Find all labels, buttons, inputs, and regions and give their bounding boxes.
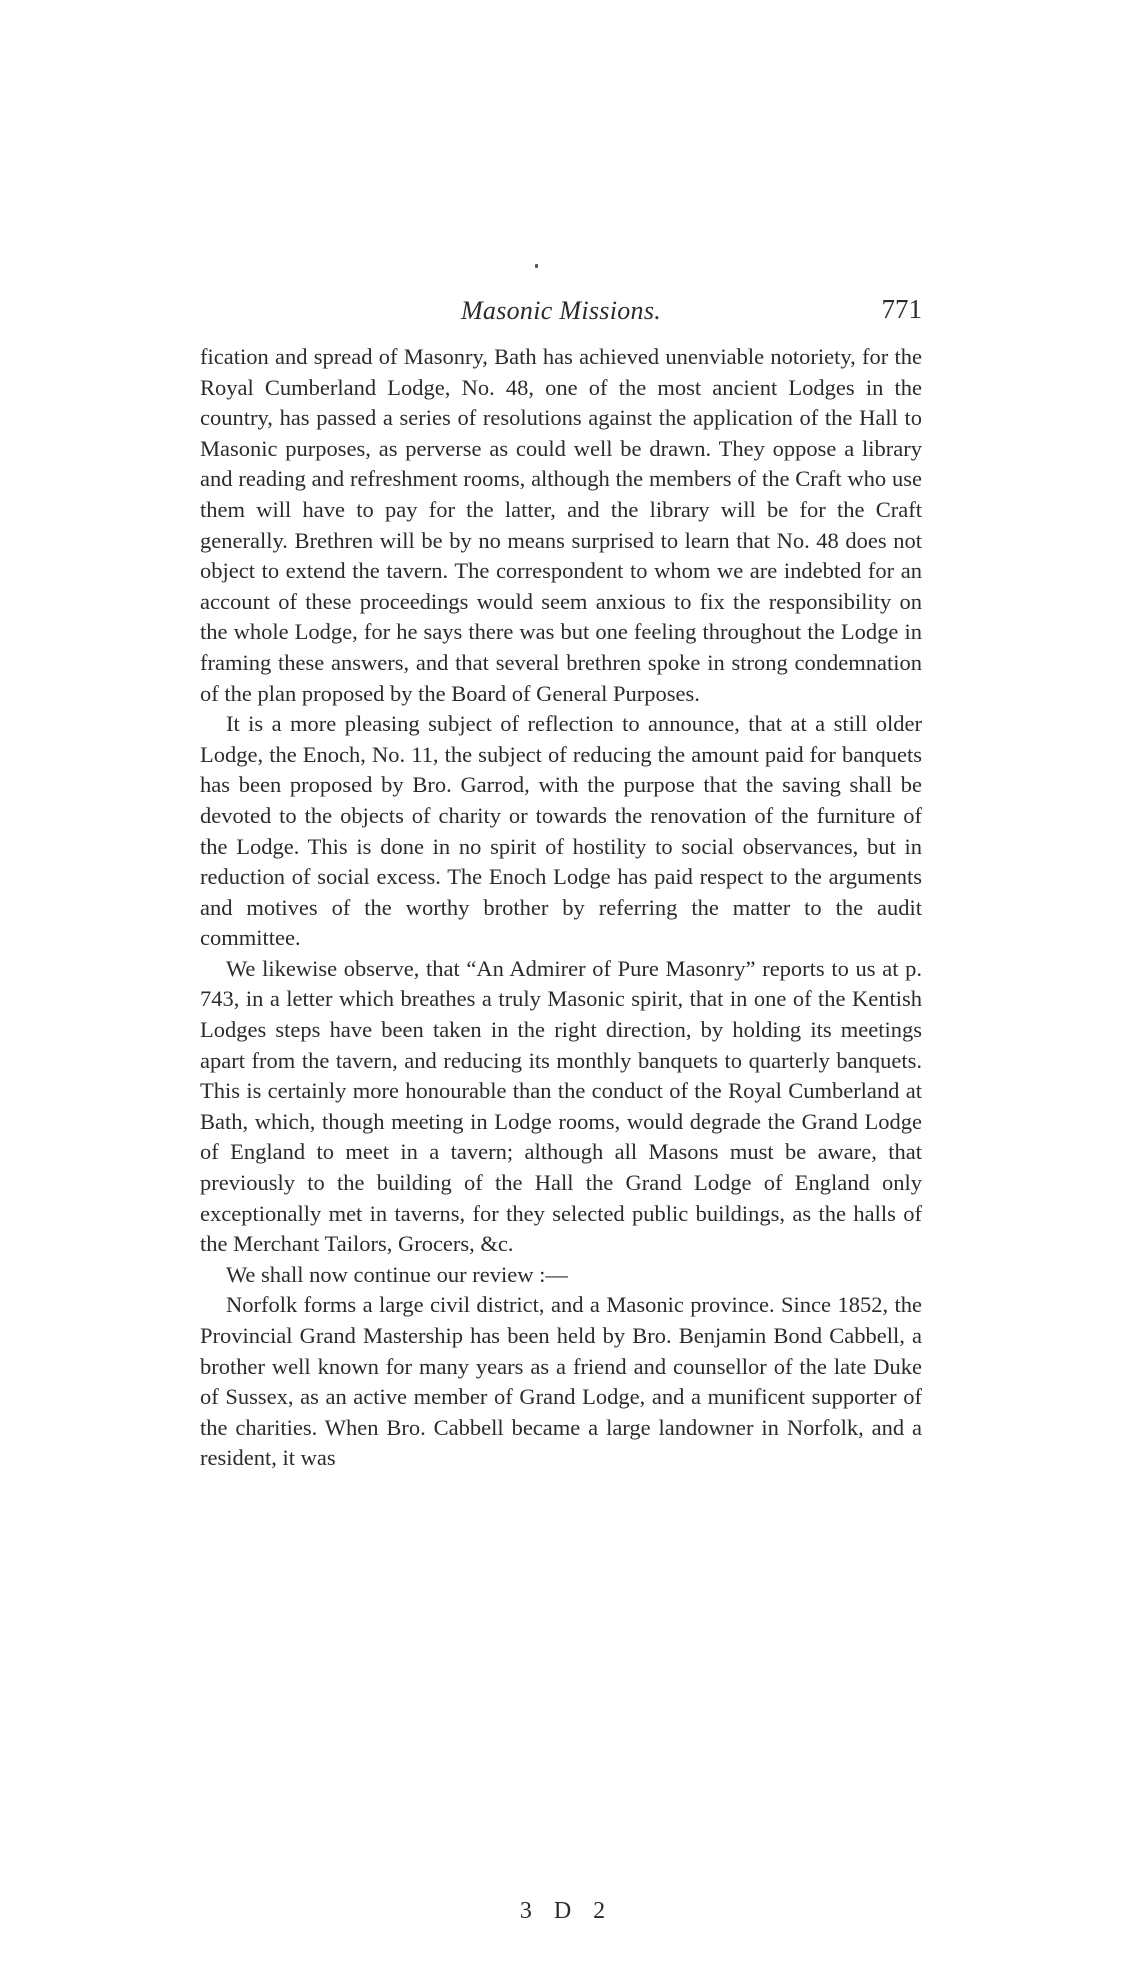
paragraph-continuation: fication and spread of Masonry, Bath has achieved unenviable notoriety, for the Royal Cumberland Lodge, No. 48, one of the most ancient Lodges in the country, has passed a series of resolutions against the application of the Hall to Masonic purposes, as perverse as could well be drawn. They oppose a library and reading and refreshment rooms, although the members of the Craft who use them will have to pay for the latter, and the library will be for the Craft generally. Brethren will be by no means surprised to learn that No. 48 does not object to extend the tavern. The correspondent to whom we are indebted for an account of these proceedings would seem anxious to fix the responsibility on the whole Lodge, for he says there was but one feeling throughout the Lodge in framing these answers, and that several brethren spoke in strong condemnation of the plan proposed by the Board of General Purposes. xyxy=(200,344,922,706)
running-title: Masonic Missions. xyxy=(460,296,662,325)
paragraph-kentish-lodges: We likewise observe, that “An Admirer of Pure Masonry” reports to us at p. 743, in a letter which breathes a truly Masonic spirit, that in one of the Kentish Lodges steps have been taken in the right direction, by holding its meetings apart from the tavern, and reducing its monthly banquets to quarterly banquets. This is certainly more honourable than the conduct of the Royal Cumberland at Bath, which, though meeting in Lodge rooms, would degrade the Grand Lodge of England to meet in a tavern; although all Masons must be aware, that previously to the building of the Hall the Grand Lodge of England only exceptionally met in taverns, for they selected public buildings, as the halls of the Merchant Tailors, Grocers, &c. xyxy=(200,955,922,1257)
body-text xyxy=(200,342,922,1474)
paragraph-norfolk: Norfolk forms a large civil district, and a Masonic province. Since 1852, the Provincial Grand Mastership has been held by Bro. Benjamin Bond Cabbell, a brother well known for many years as a friend and counsellor of the late Duke of Sussex, as an active member of Grand Lodge, and a munificent supporter of the charities. When Bro. Cabbell became a large landowner in Norfolk, and a resident, it was xyxy=(200,1292,922,1471)
signature-mark: 3 D 2 xyxy=(519,1898,614,1924)
page-number: 771 xyxy=(881,294,922,324)
ink-speck xyxy=(535,264,538,268)
running-head xyxy=(200,296,922,332)
paragraph-enoch-lodge: It is a more pleasing subject of reflection to announce, that at a still older Lodge, the Enoch, No. 11, the subject of reducing the amount paid for banquets has been proposed by Bro. Garrod, with the purpose that the saving shall be devoted to the objects of charity or towards the renovation of the furniture of the Lodge. This is done in no spirit of hostility to social observances, but in reduction of social excess. The Enoch Lodge has paid respect to the arguments and motives of the worthy brother by referring the matter to the audit committee. xyxy=(200,711,922,951)
paragraph-review-intro: We shall now continue our review :— xyxy=(226,1261,568,1287)
